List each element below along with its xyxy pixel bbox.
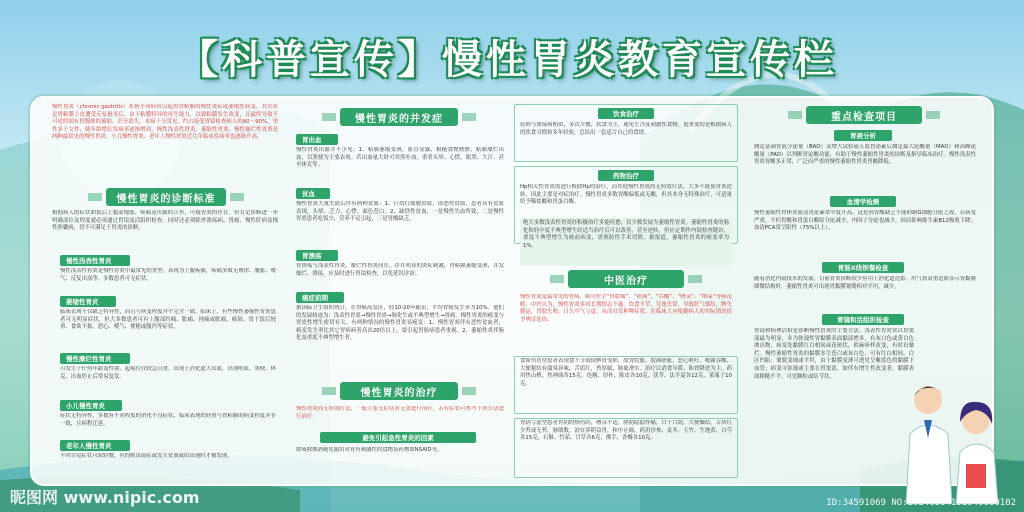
diagnosis-item-4-text: 症状无特异性，多数有不同程度的消化不良症状，临床表现的轻重与胃粘膜的病变程度并非一致，且病程迁延。 [60,413,276,427]
page-title: 【科普宣传】慢性胃炎教育宣传栏 [178,36,838,83]
diagnosis-item-1-text: 慢性浅表性胃炎是慢性胃炎中最常见的类型。表现为上腹疼痛，疼痛多数无规律、腹胀、嗳气、反复出血等。多数患者可无症状。 [60,268,276,282]
diagnosis-item-2-text: 临床表现不仅缺乏特异性，而且与病变程度并不完全一致。临床上，有些慢性萎缩性胃炎患者可无明显症状。但大多数患者可有上腹部灼痛、胀痛、钝痛或胀痛，痛间、常于饭后较重、食欲不振、恶心、嗳气、便秘或腹泻等症状。 [60,309,276,331]
diet-text: 原则与溃疡病相似，多次少餐，软食为主，避免生冷及刺激性食物，更重要的是根据病人的饮食习惯和多年经验，总结出一套适合自己的食谱。 [520,122,732,136]
exam-item-4-header: 胃镜和活组织检查 [822,314,904,325]
avoid-factors-header: 避免引起急性胃炎的因素 [320,432,476,443]
exam-item-3-text: 随着消化内镜技术的发展，目前胃炎诊断很少应用上消化道造影。用气钡双重造影显示胃黏膜细微结构时，萎缩性胃炎可出现胃黏膜皱襞相对平坦，减少。 [754,276,976,290]
complication-item-4-text: 据国际卫生组织统计，在胃癌高发区，经10-20年随访，平均胃癌发生率为10%。他们的发展轨迹为：浅表性胃炎→慢性胃炎→肠化生或不典型增生→胃癌。慢性胃炎的癌变与胃炎性增生密切有关。有两种情况的慢性胃炎易癌变：1、慢性胃炎伴有恶性贫血者，癌变发生率比其它胃病病者高出20倍以上，要引起胃肠病患者重视。2、萎缩性炎伴肠化及重度不典型增生者。 [296,305,504,342]
exam-item-2-text: 慢性萎缩性胃体炎血清胃泌素常中度升高，这是因胃酸缺乏不能抑制G细胞分泌之故。若病变严重，不但胃酸和胃蛋白酶原分泌减少，内因子分泌也减少，因而影响维生素B12吸收下降；血清PCA常呈阳性（75%以上）。 [754,210,976,232]
column-3 [514,100,738,480]
complication-item-4-header: 癌症前期 [296,292,344,303]
exam-item-3-header: 胃肠X线钡餐检查 [822,262,904,273]
diagnosis-item-3-text: 可发生于任何年龄及性别，起病往往较急且重。出现上消化道大出血，出现呕血、黑便、休克，出血停止后常易复发。 [60,366,276,380]
diagnosis-item-4-header: 小儿慢性胃炎 [60,400,122,411]
complication-item-3-text: 胃溃疡与浅表性胃炎、糜烂性胃炎同在，存在明显的炎症刺激，胃粘膜萎缩变薄，并发糜烂、溃疡，应及时进行胃镜检查，以免延误诊治。 [296,263,504,277]
female-doctor-figure [956,402,998,504]
treatment-intro: 慢性胃炎尚无特效疗法，一般主张无症状者无需进行治疗，若有症状可参考下列方法进行治疗： [296,406,504,420]
exam-item-2-header: 血清学检测 [830,196,896,207]
column-2 [290,100,508,480]
complication-item-1-header: 胃出血 [296,134,338,145]
diagnosis-item-3-header: 慢性糜烂性胃炎 [60,353,130,364]
diagnosis-intro: 根据病人的症状如饭后上腹部饱胀、疼痛及厌腻的舌苔，可疑胃炎的存在。但肯定诊断进一步明确部位及程度就必须通过胃镜及活组织检查。同时还必须除外溃疡病、胃癌、慢性肝病及慢性胆囊病，切不可满足于胃炎的诊断。 [52,210,278,232]
treatment-header: 慢性胃炎的治疗 [340,382,458,400]
intro-text: 慢性胃炎（chronic gastritis）系指不同病因引起的胃粘膜的慢性炎症或萎缩性病变，其实质是胃粘膜上皮遭受反复损害后，由于粘膜特异的再生能力，以致粘膜发生改变，且最终导致不可逆的固有胃腺体的萎缩，甚至消失。本病十分常见，约占接受胃镜检查病人的80～90%，男性多于女性，随年龄增长发病率逐渐增高。慢性浅表性胃炎、萎缩性胃炎、慢性糜烂性胃炎是两种最常见的慢性胃炎。小儿慢性胃炎、老年人慢性胃炎近几年临床发病率也逐渐升高。 [52,104,278,141]
watermark: 昵图网 www.nipic.com [10,488,200,507]
diagnosis-item-2-header: 萎缩性胃炎 [60,296,116,307]
exam-header: 重点检查项目 [806,106,922,124]
complication-item-2-text: 慢性胃炎大量失血后伴有两种贫血：1、巨幼红细胞贫血，即恶性贫血，患者具有贫血表现，头晕、乏力、心悸、面色苍白。2、缺铁性贫血，一是慢性失血所致，二是慢性胃炎患者吃饭少，营养不足引起，三是胃酸缺乏。 [296,201,504,223]
drug-text: Hp相关性胃炎需进行根除Hp的治疗，而其他慢性胃炎尚无特效疗法，大多不能使胃炎逆转，因此主要是对症治疗。慢性胃炎多数胃酸偏低或无酸，但其本身无特殊治疗，可适量给予稀盐酸和胃蛋白酶。 [520,184,732,206]
drug-header: 药物治疗 [598,170,654,181]
tcm-text-3: 胃阴亏虚型患者胃阴的热伤阴，嘈杂不适，胁肋隐隐作痛，口干口渴，大便燥结，舌质红少苔或无苔，脉细数。治宜养阴益胃，和中止痛。药用沙参、麦冬、玉竹、生地黄、白芍各15克，石斛、竹茹、甘草各6克，佛手、香橼各10克。 [520,420,732,442]
complication-item-2-header: 贫血 [296,188,330,199]
avoid-factors-text: 如戒除烟酒避免服用对胃有刺激性的食物及药物如NSAID等。 [296,447,443,453]
exam-item-4-text: 胃镜和病理活检是诊断慢性胃炎的主要方法。浅表性胃炎常以胃窦部最为明显，多为弥漫性胃黏膜表面黏液增多，有灰白色或黄白色渗出物，病变处黏膜红白相间或花斑状，似麻疹样改变，有时有糜烂。慢性萎缩性胃炎的黏膜多呈苍白或灰白色，可有红白相间，白区凹陷；皱襞变细或平坦，由于黏膜变薄可透见呈紫蓝色的黏膜下血管；病变可弥漫或主要在胃窦部，如伴有增生性改变者，黏膜表面粗糙不平，可见颗粒或结节状。 [754,328,914,380]
diagnosis-header: 慢性胃炎的诊断标准 [106,188,226,206]
diagnosis-item-5-header: 老年人慢性胃炎 [60,440,130,451]
diet-header: 饮食治疗 [598,108,654,119]
diagnosis-item-5-text: 平时自觉症状可较轻微，有的则出血症或发生贫血或给出现时才被发现。 [60,453,233,459]
complication-item-3-header: 胃溃疡 [296,250,338,261]
male-doctor-figure [906,386,952,504]
prognosis-note: 绝大多数浅表性胃炎经积极治疗多能痊愈，仅少数发展为萎缩性胃炎。萎缩性胃炎的肠化和轻中度不典型增生经适当治疗后可以改善，甚至逆转，但应定期作内镜检查随访，重度不典型增生为癌前病变，需预防性手术切除，据报道，萎缩性胃炎的癌变率为1%。 [520,218,732,266]
column-1 [46,100,282,480]
tcm-header: 中医治疗 [568,270,684,288]
exam-item-1-header: 胃液分析 [834,130,892,141]
exam-item-1-text: 测定基础胃液分泌量（BAO）及增大试验或五肽胃泌素后测定最大泌酸量（MAO）和高峰泌酸量（PAO）以判断胃泌酸功能，有助于慢性萎缩性胃炎的诊断及指导临床治疗。慢性浅表性胃炎胃酸多正常，广泛而严重的慢性萎缩性胃炎胃酸降低。 [754,144,976,166]
complication-item-1-text: 慢性胃炎出血并不少见：1、粘膜萎缩变薄，血管显露，粗糙食物磨擦，粘膜糜烂出血，以黑便为主要表现。若出血量大时可突然吐血，重者头晕、心慌、眼黑、大汗、甚至休克等。 [296,147,504,169]
tcm-text-1: 慢性胃炎是最常见的胃病，属中医学“胃脘痛”、“痞满”、“吞酸”、“嘈杂”、“纳呆”等病范畴。中医认为，慢性胃炎多因长期情志不遂，饮食不节，劳逸失常，导致肝气郁结，脾失健运，胃脘失和，日久中气亏虚，从而引发种种症状。在临床上应根据病人的实际情况给予辨证论治。 [520,294,732,323]
tcm-text-2: 食滞伤胃型患者表现食不节致使脾胃受损，故胃脘胀，脘满痞胀，恶心呕吐，嗳腐吞酸，大便秘结有腐臭异味，舌质红，苔厚腻，脉象滑实。治疗以消食导滞，和胃降逆为主。药用焦山楂、焦神曲各15克，连翘、厚朴、陈皮各10克，茯苓、法半夏各12克，莱菔子10克。 [520,358,732,387]
complications-header: 慢性胃炎的并发症 [340,108,458,126]
diagnosis-item-1-header: 慢性浅表性胃炎 [60,255,130,266]
image-id: ID:34591069 NO:20240304151940060102 [826,498,1016,508]
doctors-illustration [900,372,1010,504]
